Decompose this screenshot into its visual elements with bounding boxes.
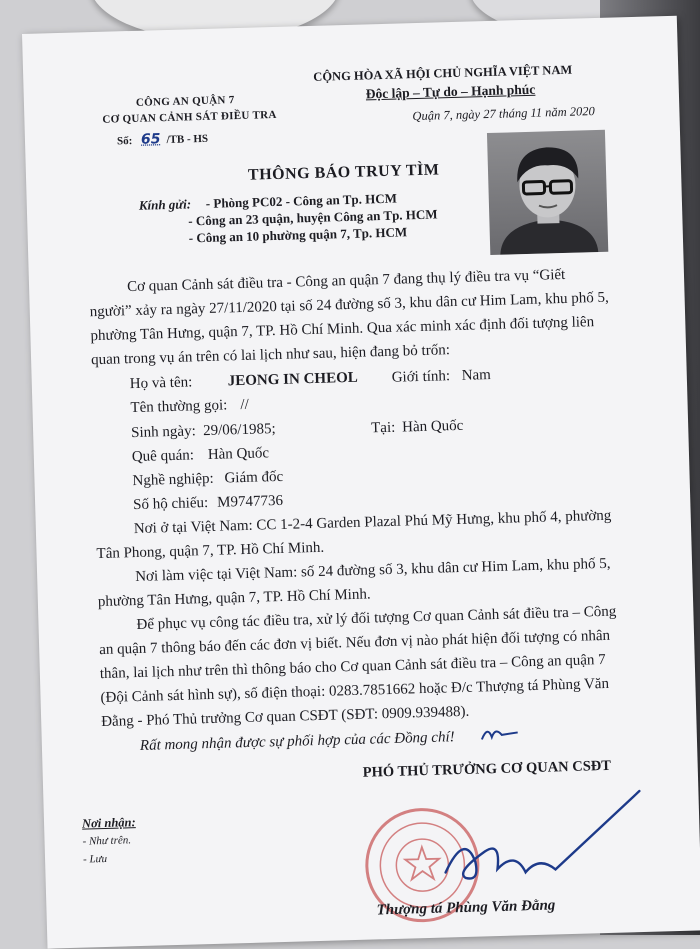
- hometown-label: Quê quán:: [132, 448, 194, 465]
- occupation-label: Nghề nghiệp:: [132, 472, 214, 489]
- number-prefix: Số:: [117, 135, 133, 147]
- workplace-line: phường Tân Hưng, quận 7, TP. Hồ Chí Minh.: [98, 587, 371, 610]
- gender-value: Nam: [462, 368, 492, 384]
- document-number: [117, 130, 209, 149]
- suspect-name: JEONG IN CHEOL: [228, 371, 358, 390]
- org-name-2: CƠ QUAN CẢNH SÁT ĐIỀU TRA: [102, 109, 277, 126]
- footer-recipient-item: - Lưu: [83, 853, 107, 866]
- occupation-value: Giám đốc: [224, 470, 283, 487]
- footer-recipients-label: Nơi nhận:: [82, 815, 136, 831]
- initials-mark: [477, 720, 524, 743]
- suspect-photo: [487, 130, 608, 255]
- recipient-item: - Công an 23 quận, huyện Công an Tp. HCM: [188, 206, 438, 229]
- passport-label: Số hộ chiếu:: [133, 496, 208, 513]
- request-line: Để phục vụ công tác điều tra, xử lý đối tượng Cơ quan Cảnh sát điều tra – Công: [136, 605, 616, 633]
- document-title: THÔNG BÁO TRUY TÌM: [248, 161, 440, 184]
- request-line: (Đội Cảnh sát hình sự), số điện thoại: 0283.7851662 hoặc Đ/c Thượng tá Phùng Văn: [100, 677, 609, 706]
- signature: [403, 787, 646, 904]
- intro-line: Cơ quan Cảnh sát điều tra - Công an quận 7 đang thụ lý điều tra vụ “Giết: [127, 268, 566, 295]
- intro-line: người” xảy ra ngày 27/11/2020 tại số 24 đường số 3, khu dân cư Him Lam, khu phố 5,: [90, 291, 609, 320]
- number-value: 65: [135, 131, 167, 148]
- alias-value: //: [240, 398, 249, 413]
- intro-line: phường Tân Hưng, quận 7, TP. Hồ Chí Minh. Qua xác minh xác định đối tượng liên: [90, 315, 594, 344]
- document-page: [22, 16, 700, 949]
- national-motto: Độc lập – Tự do – Hạnh phúc: [366, 82, 536, 103]
- signer-name: Thượng tá Phùng Văn Đằng: [376, 897, 555, 919]
- residence-line: Tân Phong, quận 7, TP. Hồ Chí Minh.: [96, 541, 324, 562]
- recipients-label: Kính gửi:: [139, 196, 192, 213]
- passport-value: M9747736: [217, 494, 283, 511]
- country-name: CỘNG HÒA XÃ HỘI CHỦ NGHĨA VIỆT NAM: [313, 63, 572, 85]
- footer-recipient-item: - Như trên.: [82, 834, 131, 847]
- workplace-line: Nơi làm việc tại Việt Nam: số 24 đường số 3, khu dân cư Him Lam, khu phố 5,: [135, 557, 611, 585]
- org-name-1: CÔNG AN QUẬN 7: [136, 94, 235, 109]
- request-line: thân, lai lịch như trên thì thông báo cho Cơ quan Cảnh sát điều tra – Công an quận 7: [100, 653, 606, 682]
- name-label: Họ và tên:: [130, 375, 193, 392]
- request-line: an quận 7 thông báo đến các đơn vị biết. Nếu đơn vị nào phát hiện đối tượng có nhân: [99, 629, 610, 658]
- portrait-illustration: [487, 130, 608, 255]
- residence-line: Nơi ở tại Việt Nam: CC 1-2-4 Garden Plazal Phú Mỹ Hưng, khu phố 4, phường: [134, 509, 612, 537]
- closing-sentence: Rất mong nhận được sự phối hợp của các Đồng chí!: [140, 730, 455, 754]
- dob-label: Sinh ngày:: [131, 424, 196, 441]
- hometown-value: Hàn Quốc: [208, 446, 270, 463]
- gender-label: Giới tính:: [392, 369, 451, 386]
- request-line: Đằng - Phó Thủ trưởng Cơ quan CSĐT (SĐT: 0909.939488).: [101, 705, 469, 730]
- intro-line: quan trong vụ án trên có lai lịch như sau, hiện đang bỏ trốn:: [91, 343, 450, 368]
- number-suffix: /TB - HS: [166, 133, 208, 146]
- dob-value: 29/06/1985;: [203, 422, 276, 439]
- alias-label: Tên thường gọi:: [130, 398, 227, 416]
- recipient-item: - Công an 10 phường quận 7, Tp. HCM: [189, 224, 408, 246]
- pob-value: Hàn Quốc: [402, 419, 464, 436]
- signer-title: PHÓ THỦ TRƯỞNG CƠ QUAN CSĐT: [363, 758, 612, 782]
- pob-label: Tại:: [371, 421, 396, 437]
- recipient-item: - Phòng PC02 - Công an Tp. HCM: [206, 191, 398, 212]
- issue-date: Quận 7, ngày 27 tháng 11 năm 2020: [412, 104, 595, 124]
